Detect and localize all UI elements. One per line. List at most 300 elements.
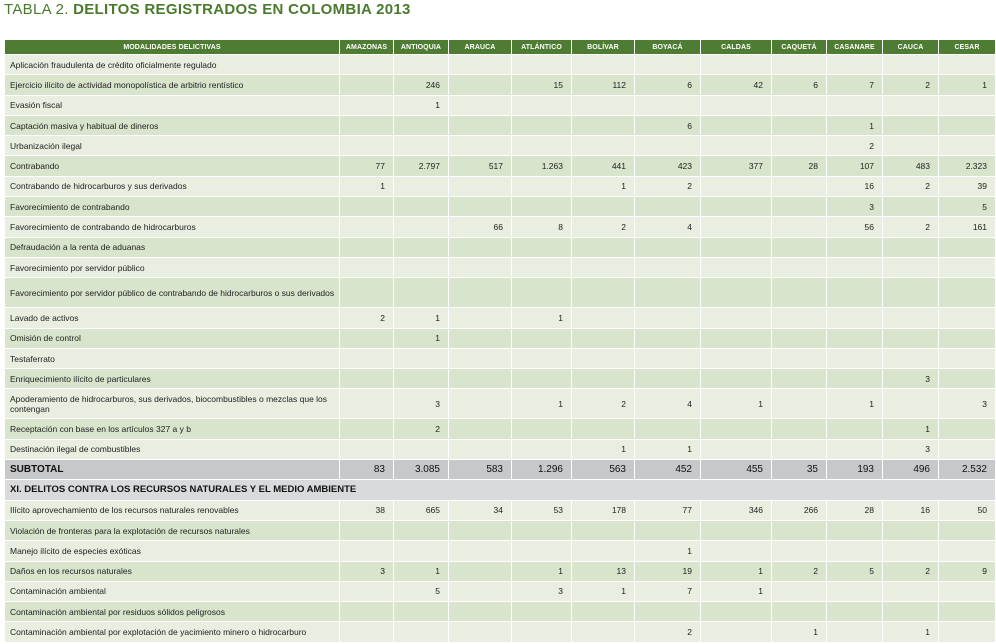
cell-value (883, 328, 939, 348)
cell-value: 28 (772, 156, 827, 176)
cell-value: 2 (572, 217, 635, 237)
cell-value: 8 (512, 217, 572, 237)
cell-value: 1 (701, 581, 772, 601)
cell-value (340, 602, 394, 622)
cell-value (827, 278, 883, 308)
cell-value (883, 541, 939, 561)
cell-value (772, 389, 827, 419)
cell-value: 1 (394, 308, 449, 328)
cell-value (635, 278, 701, 308)
table-row (5, 55, 996, 75)
cell-value (394, 257, 449, 277)
cell-value (572, 419, 635, 439)
cell-value: 4 (635, 389, 701, 419)
cell-value (340, 75, 394, 95)
column-header: ARAUCA (449, 40, 512, 55)
cell-value (512, 369, 572, 389)
cell-value (939, 115, 996, 135)
cell-value: 1 (394, 561, 449, 581)
cell-value (939, 237, 996, 257)
cell-value: 2 (883, 561, 939, 581)
cell-value: 66 (449, 217, 512, 237)
subtotal-value: 455 (701, 460, 772, 480)
cell-value: 1 (883, 622, 939, 642)
cell-value: 53 (512, 500, 572, 520)
cell-value (449, 369, 512, 389)
cell-value (701, 369, 772, 389)
cell-value (701, 217, 772, 237)
column-header: CAQUETÁ (772, 40, 827, 55)
row-label: Defraudación a la renta de aduanas (5, 237, 340, 257)
cell-value (635, 348, 701, 368)
cell-value (340, 419, 394, 439)
cell-value (772, 602, 827, 622)
cell-value (827, 348, 883, 368)
cell-value: 2 (572, 389, 635, 419)
cell-value: 77 (340, 156, 394, 176)
cell-value (572, 541, 635, 561)
table-row (5, 419, 996, 439)
cell-value (701, 136, 772, 156)
cell-value (827, 55, 883, 75)
cell-value: 1 (512, 389, 572, 419)
table-title (4, 1, 411, 18)
table-row (5, 217, 996, 237)
cell-value (572, 602, 635, 622)
column-header: BOLÍVAR (572, 40, 635, 55)
cell-value (939, 257, 996, 277)
cell-value (340, 55, 394, 75)
cell-value (449, 439, 512, 459)
cell-value (572, 520, 635, 540)
cell-value: 38 (340, 500, 394, 520)
column-header: MODALIDADES DELICTIVAS (5, 40, 340, 55)
cell-value (939, 308, 996, 328)
cell-value (772, 55, 827, 75)
cell-value (772, 197, 827, 217)
subtotal-value: 563 (572, 460, 635, 480)
cell-value: 1.263 (512, 156, 572, 176)
cell-value (772, 520, 827, 540)
column-header: CESAR (939, 40, 996, 55)
cell-value: 77 (635, 500, 701, 520)
cell-value (340, 581, 394, 601)
cell-value (340, 389, 394, 419)
row-label: Aplicación fraudulenta de crédito oficialmente regulado (5, 55, 340, 75)
cell-value (394, 348, 449, 368)
row-label: Favorecimiento por servidor público de contrabando de hidrocarburos o sus derivados (5, 278, 340, 308)
cell-value (701, 541, 772, 561)
cell-value (701, 278, 772, 308)
cell-value: 1 (635, 439, 701, 459)
cell-value (512, 136, 572, 156)
table-title-text: DELITOS REGISTRADOS EN COLOMBIA 2013 (73, 1, 411, 18)
cell-value (340, 136, 394, 156)
cell-value (340, 95, 394, 115)
cell-value (512, 328, 572, 348)
cell-value (572, 328, 635, 348)
cell-value: 15 (512, 75, 572, 95)
cell-value: 441 (572, 156, 635, 176)
cell-value (449, 602, 512, 622)
subtotal-value: 583 (449, 460, 512, 480)
cell-value (512, 237, 572, 257)
cell-value (827, 622, 883, 642)
cell-value (394, 622, 449, 642)
cell-value: 13 (572, 561, 635, 581)
cell-value (449, 348, 512, 368)
row-label: Contrabando (5, 156, 340, 176)
cell-value: 3 (883, 439, 939, 459)
cell-value (701, 55, 772, 75)
row-label: Ilícito aprovechamiento de los recursos naturales renovables (5, 500, 340, 520)
cell-value (827, 328, 883, 348)
cell-value (512, 55, 572, 75)
cell-value: 3 (883, 369, 939, 389)
row-label: Favorecimiento de contrabando (5, 197, 340, 217)
cell-value (827, 257, 883, 277)
cell-value (572, 55, 635, 75)
cell-value (449, 419, 512, 439)
column-header: ATLÁNTICO (512, 40, 572, 55)
cell-value (939, 328, 996, 348)
cell-value (883, 602, 939, 622)
cell-value (512, 176, 572, 196)
cell-value (827, 541, 883, 561)
cell-value (772, 278, 827, 308)
cell-value: 1 (827, 389, 883, 419)
cell-value (394, 136, 449, 156)
row-label: Lavado de activos (5, 308, 340, 328)
cell-value: 1 (572, 439, 635, 459)
row-label: Testaferrato (5, 348, 340, 368)
cell-value (701, 308, 772, 328)
table-row (5, 115, 996, 135)
cell-value: 2 (883, 75, 939, 95)
row-label: Destinación ilegal de combustibles (5, 439, 340, 459)
cell-value (512, 95, 572, 115)
cell-value: 1 (883, 419, 939, 439)
cell-value (701, 176, 772, 196)
cell-value (340, 328, 394, 348)
cell-value (449, 136, 512, 156)
cell-value: 5 (827, 561, 883, 581)
cell-value: 2 (883, 176, 939, 196)
cell-value (939, 602, 996, 622)
cell-value (394, 439, 449, 459)
table-row (5, 176, 996, 196)
cell-value (340, 541, 394, 561)
cell-value: 28 (827, 500, 883, 520)
cell-value (340, 348, 394, 368)
cell-value (701, 197, 772, 217)
cell-value (572, 308, 635, 328)
cell-value (340, 237, 394, 257)
cell-value (572, 136, 635, 156)
cell-value: 7 (827, 75, 883, 95)
cell-value (772, 136, 827, 156)
row-label: Enriquecimiento ilícito de particulares (5, 369, 340, 389)
cell-value (394, 217, 449, 237)
cell-value (701, 237, 772, 257)
cell-value (449, 115, 512, 135)
cell-value: 5 (394, 581, 449, 601)
table-row (5, 95, 996, 115)
cell-value (512, 439, 572, 459)
cell-value: 5 (939, 197, 996, 217)
row-label: Manejo ilícito de especies exóticas (5, 541, 340, 561)
cell-value (701, 419, 772, 439)
row-label: Receptación con base en los artículos 327 a y b (5, 419, 340, 439)
cell-value (701, 348, 772, 368)
cell-value (939, 136, 996, 156)
row-label: Contaminación ambiental (5, 581, 340, 601)
cell-value (827, 369, 883, 389)
cell-value (772, 369, 827, 389)
table-row (5, 237, 996, 257)
row-label: Evasión fiscal (5, 95, 340, 115)
cell-value (635, 237, 701, 257)
cell-value: 107 (827, 156, 883, 176)
subtotal-value: 1.296 (512, 460, 572, 480)
row-label: Violación de fronteras para la explotación de recursos naturales (5, 520, 340, 540)
cell-value (572, 369, 635, 389)
cell-value (394, 55, 449, 75)
row-label: Ejercicio ilícito de actividad monopolística de arbitrio rentístico (5, 75, 340, 95)
cell-value: 16 (827, 176, 883, 196)
cell-value (883, 520, 939, 540)
cell-value (701, 257, 772, 277)
cell-value: 2 (394, 419, 449, 439)
cell-value (701, 622, 772, 642)
table-row (5, 500, 996, 520)
cell-value (772, 95, 827, 115)
cell-value (449, 308, 512, 328)
cell-value: 1 (394, 95, 449, 115)
subtotal-label: SUBTOTAL (5, 460, 340, 480)
cell-value (512, 419, 572, 439)
cell-value (340, 278, 394, 308)
cell-value (512, 622, 572, 642)
cell-value (572, 237, 635, 257)
cell-value (572, 197, 635, 217)
cell-value: 1 (340, 176, 394, 196)
cell-value: 1 (572, 581, 635, 601)
cell-value: 3 (394, 389, 449, 419)
row-label: Daños en los recursos naturales (5, 561, 340, 581)
cell-value (449, 197, 512, 217)
cell-value (772, 308, 827, 328)
cell-value: 2 (883, 217, 939, 237)
table-row (5, 561, 996, 581)
cell-value: 2.797 (394, 156, 449, 176)
table-row (5, 136, 996, 156)
cell-value: 1 (939, 75, 996, 95)
cell-value (340, 520, 394, 540)
row-label: Contaminación ambiental por explotación de yacimiento minero o hidrocarburo (5, 622, 340, 642)
cell-value (572, 622, 635, 642)
cell-value (883, 95, 939, 115)
cell-value: 665 (394, 500, 449, 520)
cell-value: 16 (883, 500, 939, 520)
cell-value (635, 419, 701, 439)
row-label: Captación masiva y habitual de dineros (5, 115, 340, 135)
cell-value (772, 257, 827, 277)
cell-value (939, 622, 996, 642)
cell-value (449, 561, 512, 581)
table-row (5, 369, 996, 389)
subtotal-value: 2.532 (939, 460, 996, 480)
table-row (5, 520, 996, 540)
cell-value (512, 278, 572, 308)
cell-value (394, 176, 449, 196)
cell-value (449, 581, 512, 601)
cell-value (939, 55, 996, 75)
cell-value (772, 541, 827, 561)
column-header: BOYACÁ (635, 40, 701, 55)
cell-value (883, 136, 939, 156)
cell-value (512, 541, 572, 561)
cell-value (394, 541, 449, 561)
cell-value (827, 581, 883, 601)
row-label: Contaminación ambiental por residuos sólidos peligrosos (5, 602, 340, 622)
table-row (5, 439, 996, 459)
cell-value (340, 439, 394, 459)
cell-value (883, 389, 939, 419)
cell-value (772, 439, 827, 459)
cell-value (449, 55, 512, 75)
cell-value: 3 (340, 561, 394, 581)
cell-value (701, 328, 772, 348)
cell-value (340, 622, 394, 642)
cell-value (512, 115, 572, 135)
cell-value: 2 (340, 308, 394, 328)
cell-value: 1 (772, 622, 827, 642)
cell-value (449, 278, 512, 308)
cell-value: 9 (939, 561, 996, 581)
cell-value: 1 (827, 115, 883, 135)
cell-value (772, 328, 827, 348)
cell-value (635, 197, 701, 217)
table-title-prefix: TABLA 2. (4, 1, 69, 18)
cell-value: 161 (939, 217, 996, 237)
cell-value (939, 520, 996, 540)
cell-value: 346 (701, 500, 772, 520)
cell-value: 6 (635, 75, 701, 95)
cell-value (772, 348, 827, 368)
cell-value (572, 278, 635, 308)
row-label: Contrabando de hidrocarburos y sus derivados (5, 176, 340, 196)
table-row (5, 602, 996, 622)
cell-value: 6 (635, 115, 701, 135)
cell-value: 3 (827, 197, 883, 217)
cell-value: 7 (635, 581, 701, 601)
cell-value: 112 (572, 75, 635, 95)
cell-value (394, 197, 449, 217)
subtotal-value: 496 (883, 460, 939, 480)
cell-value (772, 176, 827, 196)
subtotal-row (5, 460, 996, 480)
cell-value: 2 (635, 622, 701, 642)
cell-value (340, 217, 394, 237)
section-header-row (5, 480, 996, 500)
row-label: Favorecimiento por servidor público (5, 257, 340, 277)
cell-value (883, 348, 939, 368)
cell-value (572, 348, 635, 368)
table-row (5, 257, 996, 277)
cell-value (701, 115, 772, 135)
column-header: AMAZONAS (340, 40, 394, 55)
cell-value (512, 348, 572, 368)
cell-value (572, 257, 635, 277)
cell-value: 2 (772, 561, 827, 581)
cell-value: 1 (572, 176, 635, 196)
table-row (5, 308, 996, 328)
cell-value: 6 (772, 75, 827, 95)
cell-value (827, 237, 883, 257)
cell-value: 2 (827, 136, 883, 156)
cell-value (939, 369, 996, 389)
table-row (5, 581, 996, 601)
cell-value (883, 55, 939, 75)
table-row (5, 197, 996, 217)
cell-value (772, 217, 827, 237)
cell-value (883, 257, 939, 277)
cell-value (827, 520, 883, 540)
cell-value (340, 369, 394, 389)
table-row (5, 622, 996, 642)
cell-value: 483 (883, 156, 939, 176)
cell-value (394, 520, 449, 540)
cell-value (394, 369, 449, 389)
cell-value: 423 (635, 156, 701, 176)
cell-value (635, 308, 701, 328)
cell-value (635, 257, 701, 277)
row-label: Favorecimiento de contrabando de hidrocarburos (5, 217, 340, 237)
cell-value (449, 257, 512, 277)
column-header: ANTIOQUIA (394, 40, 449, 55)
table-row (5, 348, 996, 368)
table-row (5, 328, 996, 348)
cell-value: 3 (939, 389, 996, 419)
cell-value (449, 328, 512, 348)
cell-value (635, 136, 701, 156)
cell-value (939, 278, 996, 308)
cell-value (827, 95, 883, 115)
cell-value: 34 (449, 500, 512, 520)
cell-value (883, 278, 939, 308)
subtotal-value: 35 (772, 460, 827, 480)
cell-value (449, 520, 512, 540)
column-header: CALDAS (701, 40, 772, 55)
column-header: CAUCA (883, 40, 939, 55)
cell-value (701, 439, 772, 459)
cell-value (635, 55, 701, 75)
cell-value (939, 439, 996, 459)
cell-value (512, 197, 572, 217)
cell-value: 1 (701, 561, 772, 581)
subtotal-value: 452 (635, 460, 701, 480)
cell-value: 1 (701, 389, 772, 419)
cell-value (449, 75, 512, 95)
row-label: Omisión de control (5, 328, 340, 348)
table-header-row (5, 40, 996, 55)
cell-value (939, 95, 996, 115)
table-row (5, 278, 996, 308)
cell-value (635, 369, 701, 389)
cell-value (512, 520, 572, 540)
cell-value: 266 (772, 500, 827, 520)
